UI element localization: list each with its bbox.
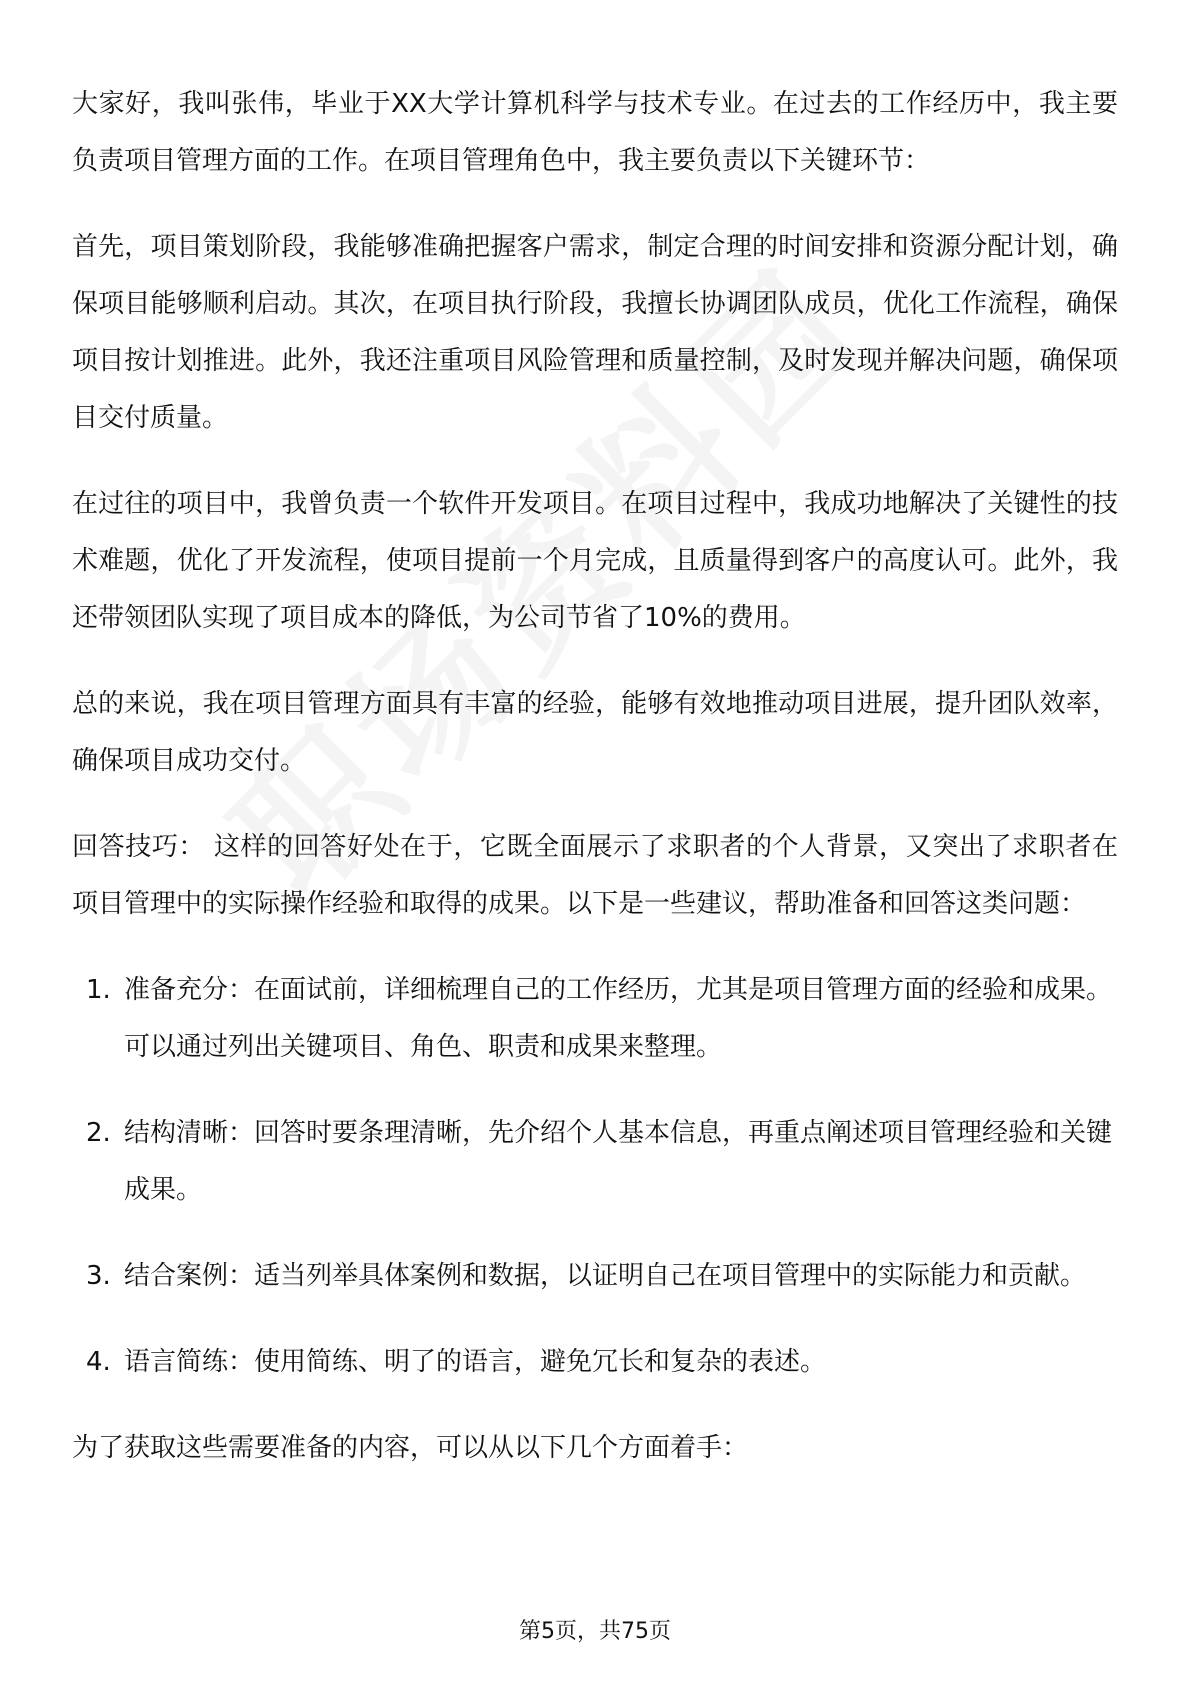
- document-body: [72, 76, 1118, 1506]
- list-item-text: 结合案例：适当列举具体案例和数据，以证明自己在项目管理中的实际能力和贡献。: [124, 1261, 1087, 1291]
- list-item-number: 3.: [86, 1261, 111, 1291]
- list-item-text: 准备充分：在面试前，详细梳理自己的工作经历，尤其是项目管理方面的经验和成果。可以通过列出关键项目、角色、职责和成果来整理。: [124, 975, 1113, 1062]
- list-item-text: 结构清晰：回答时要条理清晰，先介绍个人基本信息，再重点阐述项目管理经验和关键成果。: [124, 1118, 1113, 1205]
- list-item: [72, 962, 1118, 1076]
- paragraph-summary: 总的来说，我在项目管理方面具有丰富的经验，能够有效地推动项目进展，提升团队效率，确保项目成功交付。: [72, 689, 1118, 776]
- paragraph-closing: 为了获取这些需要准备的内容，可以从以下几个方面着手：: [72, 1433, 749, 1463]
- list-item-number: 4.: [86, 1347, 111, 1377]
- list-item-number: 1.: [86, 975, 111, 1005]
- page-number-footer: 第5页，共75页: [519, 1619, 671, 1644]
- list-item: [72, 1334, 1118, 1391]
- paragraph-answer-tips: 回答技巧： 这样的回答好处在于，它既全面展示了求职者的个人背景，又突出了求职者在项目管理中的实际操作经验和取得的成果。以下是一些建议，帮助准备和回答这类问题：: [72, 832, 1118, 919]
- list-item-number: 2.: [86, 1118, 111, 1148]
- paragraph-past-project: 在过往的项目中，我曾负责一个软件开发项目。在项目过程中，我成功地解决了关键性的技术难题，优化了开发流程，使项目提前一个月完成，且质量得到客户的高度认可。此外，我还带领团队实现了项目成本的降低，为公司节省了10%的费用。: [72, 489, 1118, 633]
- paragraph-responsibilities: 首先，项目策划阶段，我能够准确把握客户需求，制定合理的时间安排和资源分配计划，确保项目能够顺利启动。其次，在项目执行阶段，我擅长协调团队成员，优化工作流程，确保项目按计划推进。此外，我还注重项目风险管理和质量控制，及时发现并解决问题，确保项目交付质量。: [72, 232, 1118, 433]
- list-item: [72, 1248, 1118, 1305]
- list-item: [72, 1105, 1118, 1219]
- list-item-text: 语言简练：使用简练、明了的语言，避免冗长和复杂的表述。: [124, 1347, 827, 1377]
- paragraph-intro: 大家好，我叫张伟，毕业于XX大学计算机科学与技术专业。在过去的工作经历中，我主要负责项目管理方面的工作。在项目管理角色中，我主要负责以下关键环节：: [72, 89, 1118, 176]
- tips-list: [72, 962, 1118, 1391]
